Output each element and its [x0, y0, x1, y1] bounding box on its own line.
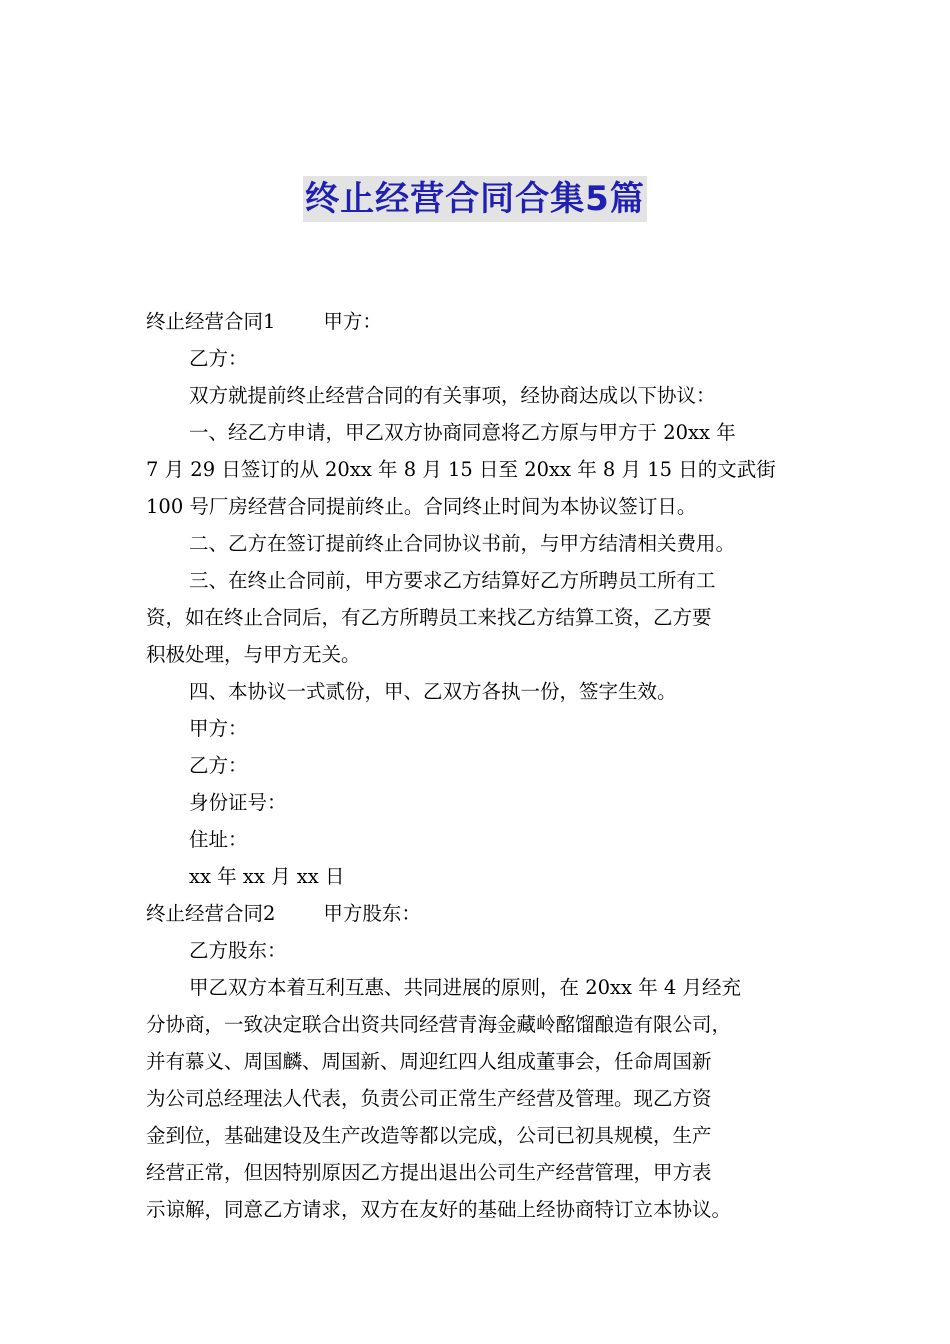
section1-party-b: 乙方：: [189, 347, 248, 370]
section2-para-line5: 金到位，基础建设及生产改造等都以完成，公司已初具规模，生产: [146, 1124, 712, 1147]
section2-heading-line: [146, 895, 816, 932]
section2-para-line4: 为公司总经理法人代表，负责公司正常生产经营及管理。现乙方资: [146, 1087, 712, 1110]
section1-clause4: 四、本协议一式贰份，甲、乙双方各执一份，签字生效。: [189, 680, 677, 703]
section2-heading: 终止经营合同2: [146, 902, 276, 925]
section1-id-number: 身份证号：: [189, 791, 287, 814]
section1-sign-b: 乙方：: [189, 754, 248, 777]
section1-date: xx 年 xx 月 xx 日: [189, 865, 345, 888]
section1-clause1-line3: 100 号厂房经营合同提前终止。合同终止时间为本协议签订日。: [146, 495, 697, 518]
section1-address: 住址：: [189, 828, 248, 851]
section1-heading: 终止经营合同1: [146, 310, 276, 333]
section2-para-line3: 并有慕义、周国麟、周国新、周迎红四人组成董事会，任命周国新: [146, 1050, 712, 1073]
title-container: [0, 176, 950, 222]
section1-clause3-line3: 积极处理，与甲方无关。: [146, 643, 361, 666]
section1-clause1-line1: 一、经乙方申请，甲乙双方协商同意将乙方原与甲方于 20xx 年: [189, 421, 736, 444]
document-title: 终止经营合同合集5篇: [303, 176, 647, 222]
section2-para-line6: 经营正常，但因特别原因乙方提出退出公司生产经营管理，甲方表: [146, 1161, 712, 1184]
section1-heading-line: [146, 303, 816, 340]
document-body: [146, 303, 816, 1228]
section1-clause3-line1: 三、在终止合同前，甲方要求乙方结算好乙方所聘员工所有工: [189, 569, 716, 592]
section1-party-a: 甲方：: [323, 310, 382, 333]
section2-party-b: 乙方股东：: [189, 939, 287, 962]
section1-clause1-line2: 7 月 29 日签订的从 20xx 年 8 月 15 日至 20xx 年 8 月 15 日的文武街: [146, 458, 776, 481]
section2-para-line2: 分协商，一致决定联合出资共同经营青海金藏岭酩馏酿造有限公司，: [146, 1013, 732, 1036]
section1-sign-a: 甲方：: [189, 717, 248, 740]
section2-para-line1: 甲乙双方本着互利互惠、共同进展的原则，在 20xx 年 4 月经充: [189, 976, 742, 999]
section1-clause2: 二、乙方在签订提前终止合同协议书前，与甲方结清相关费用。: [189, 532, 736, 555]
section2-para-line7: 示谅解，同意乙方请求，双方在友好的基础上经协商特订立本协议。: [146, 1198, 732, 1221]
section2-party-a: 甲方股东：: [323, 902, 421, 925]
section1-intro: 双方就提前终止经营合同的有关事项，经协商达成以下协议：: [189, 384, 716, 407]
section1-clause3-line2: 资，如在终止合同后，有乙方所聘员工来找乙方结算工资，乙方要: [146, 606, 712, 629]
